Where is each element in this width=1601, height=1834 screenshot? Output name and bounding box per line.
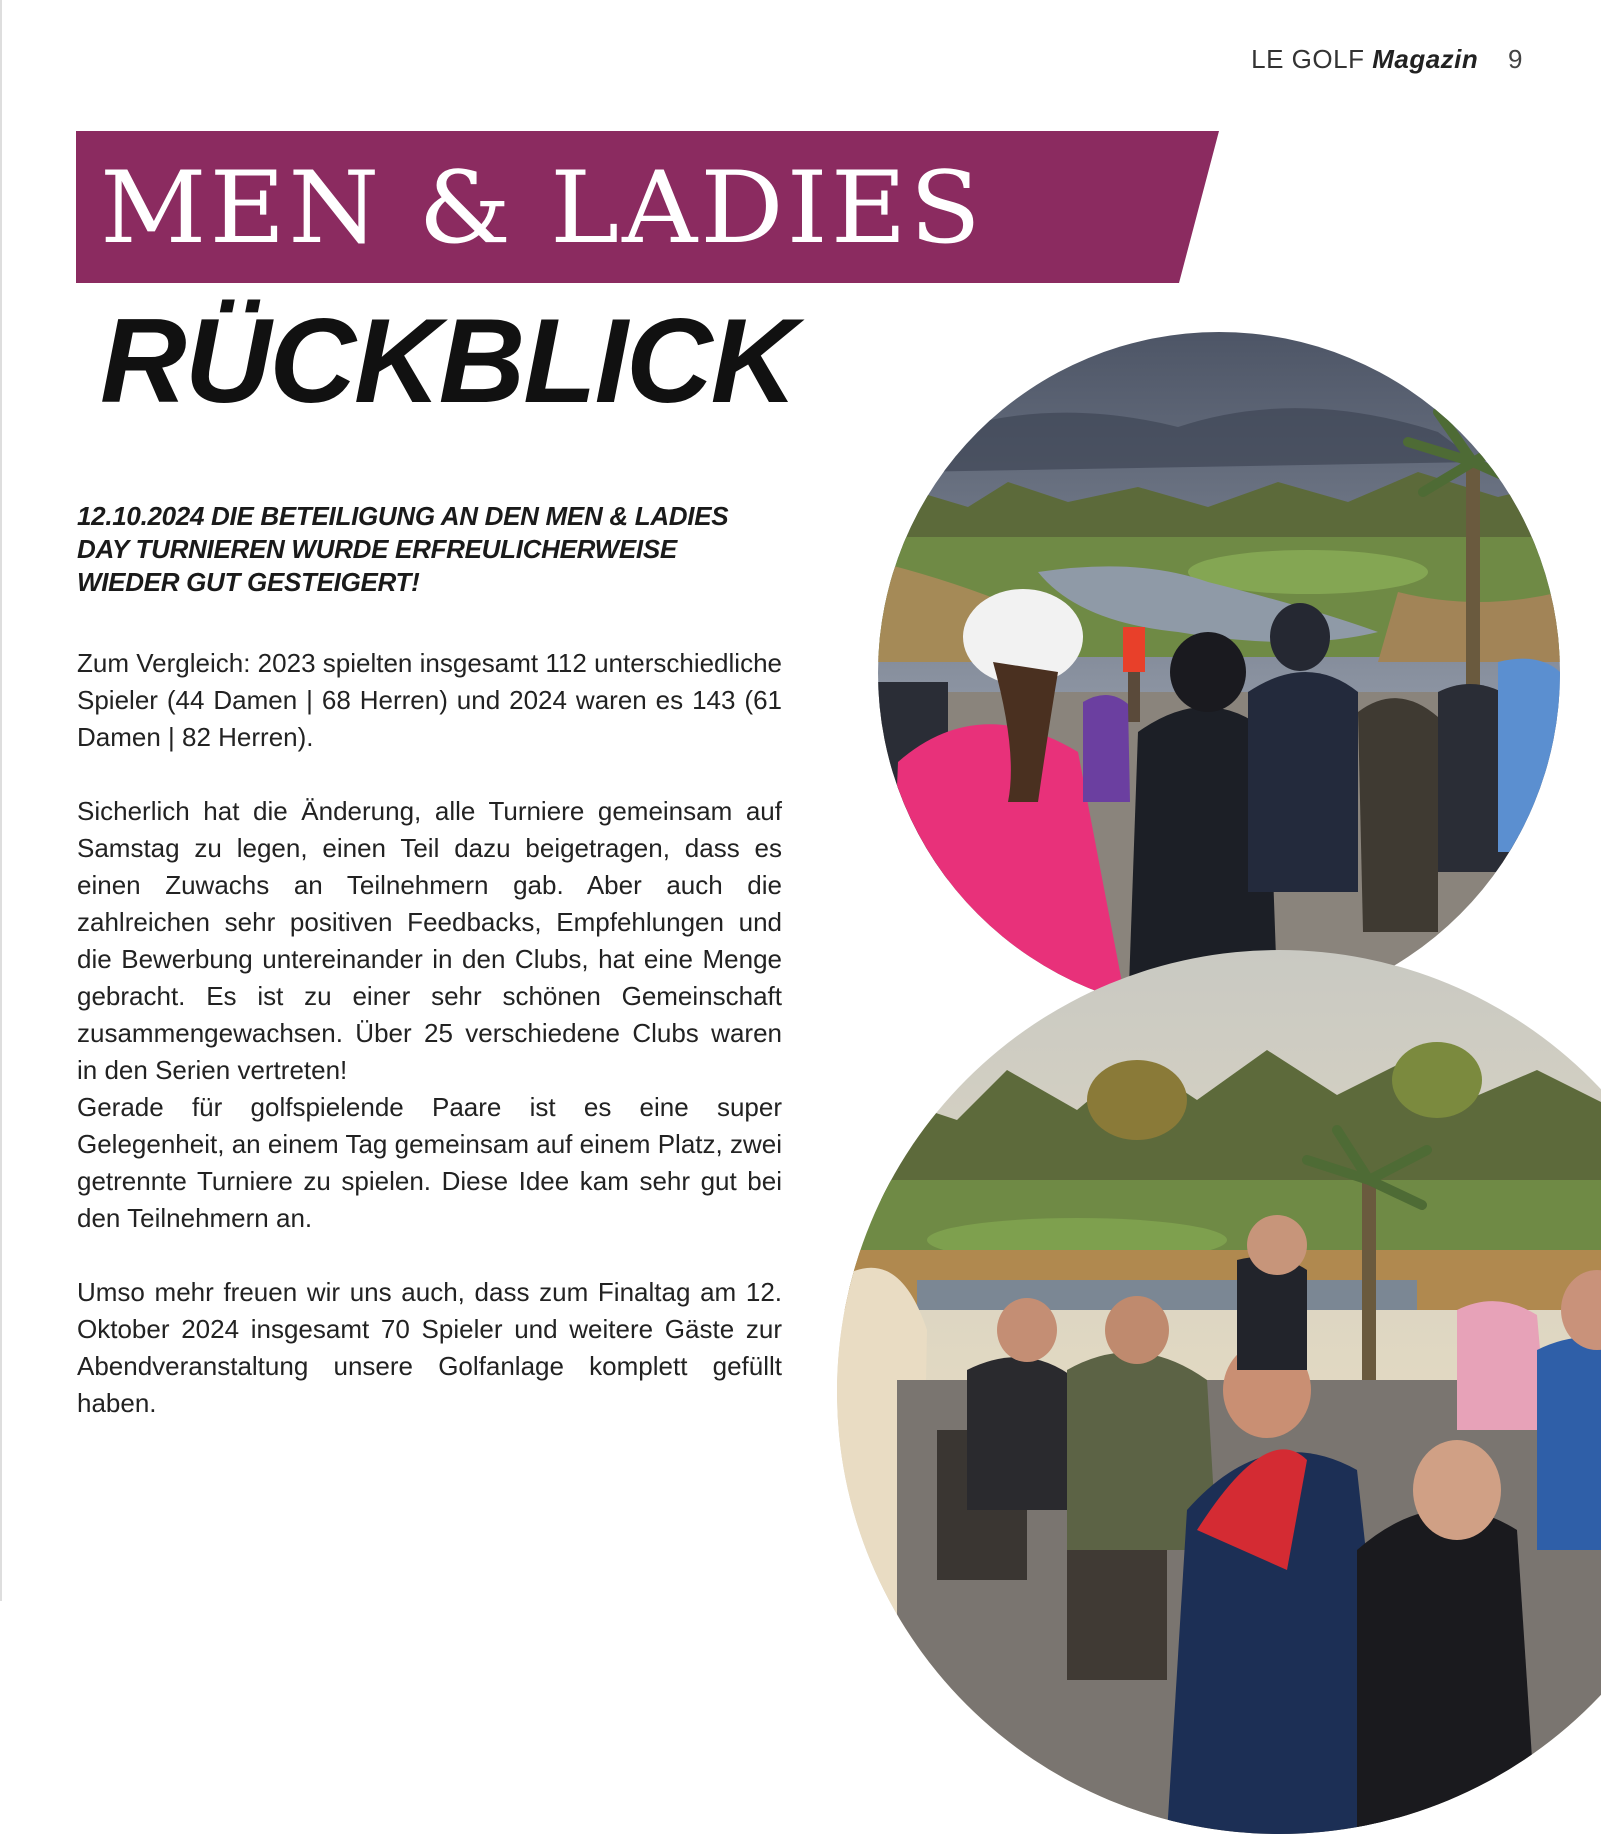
page-number: 9 (1508, 44, 1523, 74)
article-lead: 12.10.2024 DIE BETEILIGUNG AN DEN MEN & LADIES DAY TURNIEREN WURDE ERFREULICHERWEISE WIEDER GUT GESTEIGERT! (77, 501, 729, 597)
magazine-name: Magazin (1372, 44, 1479, 74)
brand-name: LE GOLF (1251, 44, 1365, 74)
article-paragraph: Sicherlich hat die Änderung, alle Turniere gemeinsam auf Samstag zu legen, einen Teil dazu beigetragen, dass es einen Zuwachs an Teilnehmern gab. Aber auch die zahlreichen sehr positiven Feedbacks, Empfehlungen und die Bewerbung untereinander in den Clubs, hat eine Menge gebracht. Es ist zu einer sehr schönen Gemeinschaft zusammengewachsen. Über 25 verschiedene Clubs waren in den Serien vertreten! (77, 796, 782, 1085)
article-paragraph: Zum Vergleich: 2023 spielten insgesamt 112 unterschiedliche Spieler (44 Damen | 68 Herren) und 2024 waren es 143 (61 Damen | 82 Herren). (77, 648, 782, 752)
page-edge-line (0, 0, 2, 1601)
page-title: MEN & LADIES (100, 150, 984, 266)
article-paragraph: Gerade für golfspielende Paare ist es eine super Gelegenheit, an einem Tag gemeinsam auf einem Platz, zwei getrennte Turniere zu spielen. Diese Idee kam sehr gut bei den Teilnehmern an. (77, 1092, 782, 1233)
tournament-photo (878, 332, 1560, 1014)
article-body (77, 645, 782, 1422)
page-subtitle: RÜCKBLICK (100, 294, 796, 428)
running-header (1251, 44, 1523, 75)
terrace-photo (837, 950, 1601, 1834)
article-paragraph: Umso mehr freuen wir uns auch, dass zum Finaltag am 12. Oktober 2024 insgesamt 70 Spieler und weitere Gäste zur Abendveranstaltung unsere Golfanlage komplett gefüllt haben. (77, 1277, 782, 1418)
article-column (77, 500, 782, 1422)
